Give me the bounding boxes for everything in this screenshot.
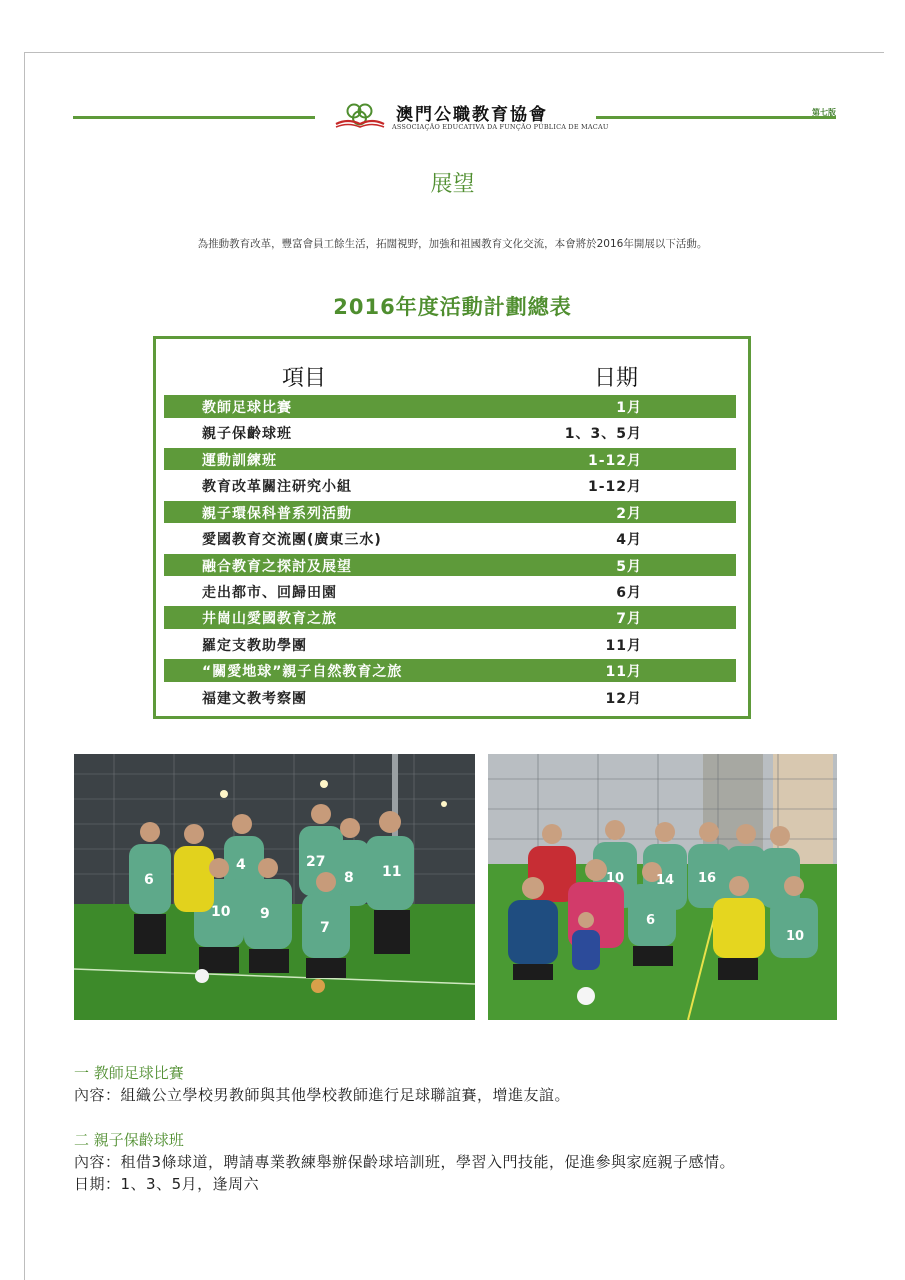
table-row [164,474,736,497]
section-football-content: 內容：組織公立學校男教師與其他學校教師進行足球聯誼賽，增進友誼。 [74,1086,571,1104]
jersey-number: 9 [260,906,270,922]
jersey-number: 10 [606,871,625,886]
jersey-number: 11 [382,864,402,880]
activity-date: 1月 [616,400,642,416]
jersey-number: 7 [320,920,330,936]
activity-date: 12月 [605,690,642,707]
table-row [164,606,736,629]
table-row [164,686,736,709]
jersey-number: 8 [344,870,354,886]
section-title: 展望 [430,172,475,197]
activity-name: 教師足球比賽 [202,400,292,416]
association-logo-icon [334,100,386,130]
header-rule-left [73,116,315,119]
page-border [24,52,884,53]
jersey-number: 16 [698,871,717,886]
activity-date: 7月 [616,611,642,628]
activity-name: 融合教育之探討及展望 [202,558,352,575]
activity-name: 走出都市、回歸田園 [202,584,337,601]
table-row [164,501,736,524]
section-heading-bowling: 二 親子保齡球班 [74,1131,184,1149]
table-row [164,395,736,418]
activity-date: 6月 [616,584,642,601]
table-row [164,580,736,603]
activity-name: 教育改革關注研究小組 [202,479,352,496]
activity-name: 運動訓練班 [202,452,277,469]
activity-name: 福建文教考察團 [202,690,307,707]
activity-plan-table [153,336,751,719]
jersey-number: 14 [656,873,675,888]
table-row [164,633,736,656]
activity-date: 5月 [616,558,642,575]
table-row [164,527,736,550]
activity-name: 親子環保科普系列活動 [202,505,352,522]
activity-date: 1、3、5月 [564,426,642,443]
table-row [164,421,736,444]
jersey-number: 6 [646,913,656,928]
team-photo-day [488,754,837,1020]
header-rule-right [596,116,836,119]
jersey-number: 10 [211,904,231,920]
activity-name: 親子保齡球班 [202,426,292,443]
activity-date: 1-12月 [587,452,642,469]
column-header-date: 日期 [594,366,639,391]
activity-name: 井崗山愛國教育之旅 [202,611,337,628]
team-photo-night [74,754,475,1020]
activity-date: 11月 [605,664,642,681]
column-header-item: 項目 [282,366,327,391]
edition-label: 第七版 [812,108,836,117]
section-bowling-date: 日期：1、3、5月，逢周六 [74,1175,260,1193]
activity-date: 1-12月 [587,479,642,496]
section-heading-football: 一 教師足球比賽 [74,1064,184,1082]
table-row [164,448,736,471]
jersey-number: 10 [786,929,805,944]
activity-date: 4月 [616,532,642,549]
activity-name: 愛國教育交流團(廣東三水) [202,532,382,549]
plan-title: 2016年度活動計劃總表 [333,295,572,319]
table-row [164,659,736,682]
activity-date: 2月 [616,505,642,522]
org-name-zh: 澳門公職教育協會 [396,105,548,125]
table-row [164,554,736,577]
org-name-pt: ASSOCIAÇÃO EDUCATIVA DA FUNÇÃO PÚBLICA DE MACAU [392,123,609,131]
jersey-number: 27 [306,854,326,870]
section-bowling-content: 內容：租借3條球道，聘請專業教練舉辦保齡球培訓班，學習入門技能，促進參與家庭親子感情。 [74,1153,736,1171]
jersey-number: 4 [236,857,246,873]
jersey-number: 6 [144,872,154,888]
intro-text: 為推動教育改革，豐富會員工餘生活，拓闊視野，加強和祖國教育文化交流，本會將於2016年開展以下活動。 [197,238,708,250]
activity-date: 11月 [605,637,642,654]
activity-name: 羅定支教助學團 [202,637,307,654]
activity-name: “關愛地球”親子自然教育之旅 [202,664,403,681]
